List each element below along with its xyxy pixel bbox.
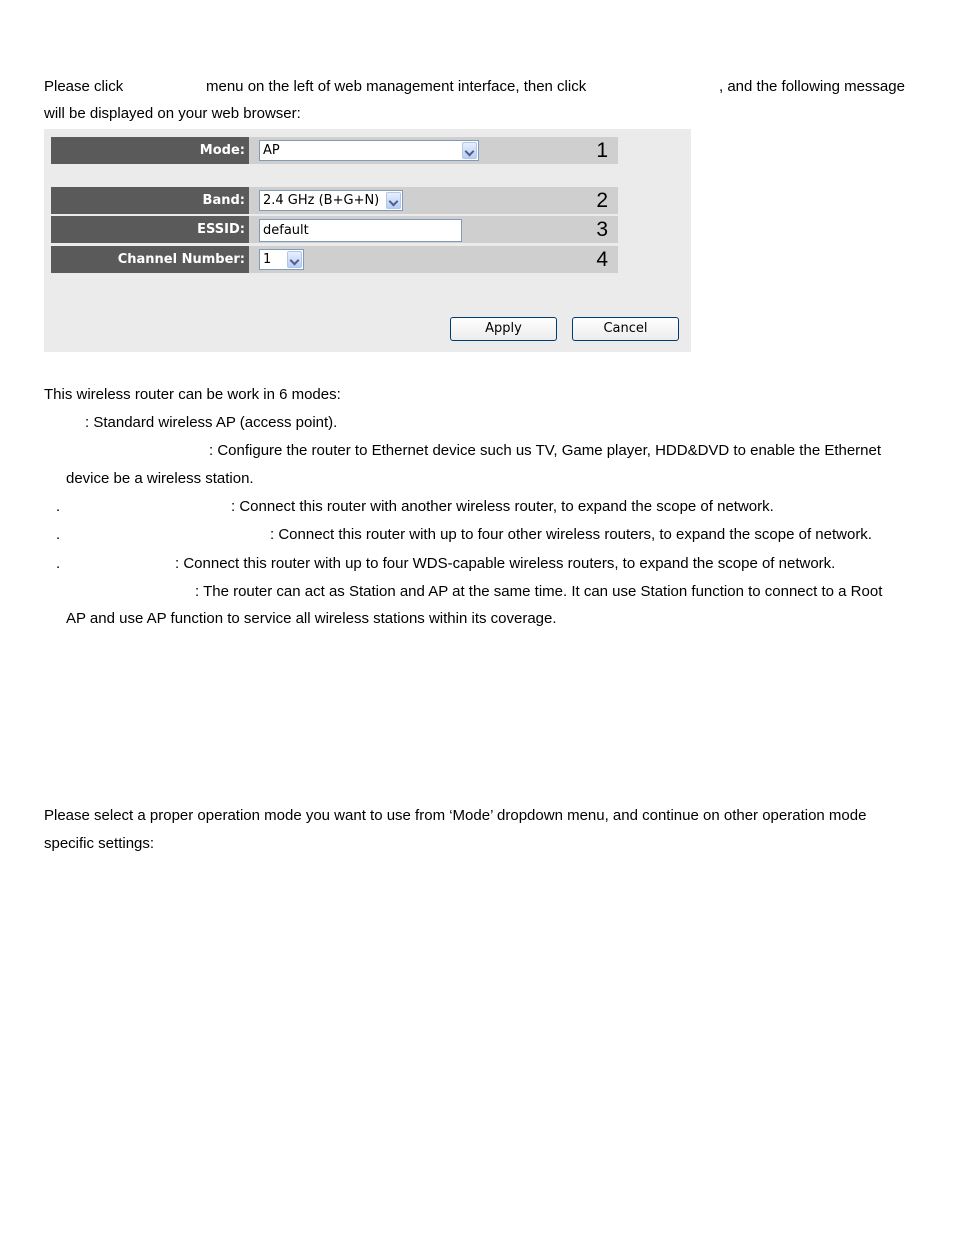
essid-label: ESSID: — [51, 216, 249, 243]
mode-callout-number: 1 — [596, 139, 608, 162]
mode-desc-repeater: : Connect this router with another wireless router, to expand the scope of network. — [231, 498, 774, 515]
band-row — [51, 187, 618, 214]
essid-input[interactable]: default — [259, 219, 462, 242]
band-select-value: 2.4 GHz (B+G+N) — [263, 193, 380, 208]
band-callout-number: 2 — [596, 189, 608, 212]
mode-desc-universal: : The router can act as Station and AP at the same time. It can use Station function to connect to a Root — [195, 583, 883, 600]
channel-row — [51, 246, 618, 273]
mode-desc-ap: : Standard wireless AP (access point). — [85, 414, 338, 431]
chevron-down-icon[interactable] — [462, 142, 477, 159]
band-select[interactable] — [259, 190, 403, 211]
channel-number-value: 1 — [263, 252, 272, 267]
channel-number-select[interactable] — [259, 249, 304, 270]
channel-number-label: Channel Number: — [51, 246, 249, 273]
mode-row — [51, 137, 618, 164]
chevron-down-icon[interactable] — [386, 192, 401, 209]
list-bullet: . — [56, 526, 61, 543]
list-bullet: . — [56, 555, 61, 572]
wireless-settings-panel — [44, 129, 691, 352]
mode-desc-universal-cont: AP and use AP function to service all wireless stations within its coverage. — [66, 610, 557, 627]
mode-select[interactable] — [259, 140, 479, 161]
mode-desc-bridge-multi: : Connect this router with up to four other wireless routers, to expand the scope of network. — [270, 526, 872, 543]
mode-desc-wds: : Connect this router with up to four WDS-capable wireless routers, to expand the scope of network. — [175, 555, 836, 572]
chevron-down-icon[interactable] — [287, 251, 302, 268]
intro-text-end: , and the following message — [719, 78, 905, 95]
mode-label: Mode: — [51, 137, 249, 164]
footer-text-line1: Please select a proper operation mode you want to use from ‘Mode’ dropdown menu, and continue on other operation mode — [44, 807, 867, 824]
essid-callout-number: 3 — [596, 218, 608, 241]
channel-callout-number: 4 — [596, 248, 608, 271]
cancel-button[interactable]: Cancel — [572, 317, 679, 341]
mode-desc-client-cont: device be a wireless station. — [66, 470, 254, 487]
essid-row — [51, 216, 618, 243]
intro-text-line2: will be displayed on your web browser: — [44, 105, 301, 122]
intro-text-middle: menu on the left of web management interface, then click — [206, 78, 587, 95]
intro-text-start: Please click — [44, 78, 124, 95]
modes-heading: This wireless router can be work in 6 modes: — [44, 386, 341, 403]
band-label: Band: — [51, 187, 249, 214]
mode-desc-client: : Configure the router to Ethernet device such us TV, Game player, HDD&DVD to enable the Ethernet — [209, 442, 882, 459]
apply-button[interactable]: Apply — [450, 317, 557, 341]
mode-select-value: AP — [263, 143, 280, 158]
footer-text-line2: specific settings: — [44, 835, 155, 852]
list-bullet: . — [56, 498, 61, 515]
